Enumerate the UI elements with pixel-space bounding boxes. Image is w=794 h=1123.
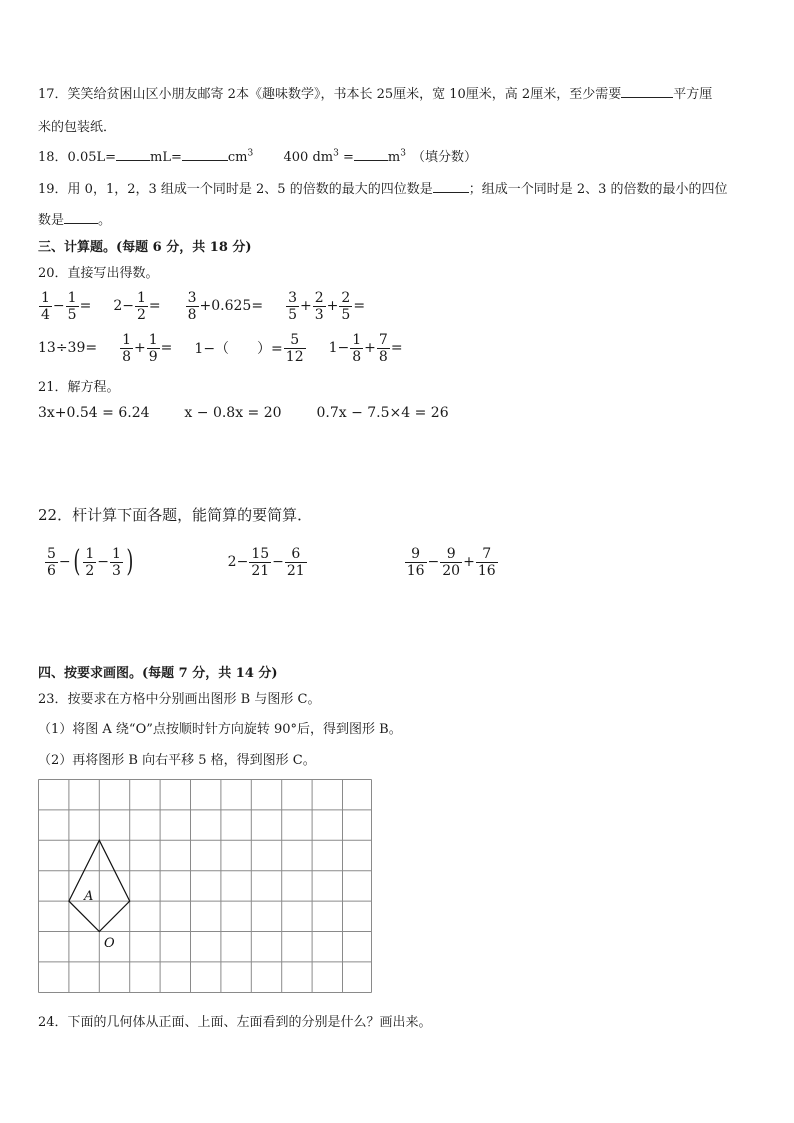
right-paren: ) xyxy=(126,544,134,579)
q18-exp-c: 3 xyxy=(400,148,406,159)
q19-text-b: ；组成一个同时是 2、3 的倍数的最小的四位 xyxy=(468,182,728,197)
q21-title: 21．解方程。 xyxy=(38,380,120,395)
grid-lines xyxy=(39,780,372,993)
q19-line2 xyxy=(38,209,111,228)
label-a: A xyxy=(84,889,94,904)
expression-text: 13÷39= xyxy=(38,340,98,356)
q23-title: 23．按要求在方格中分别画出图形 B 与图形 C。 xyxy=(38,692,321,707)
q18-m: m xyxy=(387,150,401,165)
equation-3: 0.7x − 7.5×4 = 26 xyxy=(316,405,449,421)
equation-2: x − 0.8x = 20 xyxy=(184,405,282,421)
expression-text: +0.625= xyxy=(199,298,264,314)
section-4-heading: 四、按要求画图。(每题 7 分，共 14 分) xyxy=(38,666,278,681)
fraction: $\frac{9}{20}$ xyxy=(442,545,461,579)
q24-title: 24．下面的几何体从正面、上面、左面看到的分别是什么？画出来。 xyxy=(38,1015,432,1030)
q18-blank-m[interactable] xyxy=(354,146,388,161)
fraction: $\frac{1}{2}$ xyxy=(136,289,146,323)
q18-blank-cm[interactable] xyxy=(182,146,228,161)
operator: − xyxy=(52,298,65,314)
fraction: $\frac{1}{8}$ xyxy=(352,331,362,365)
q18-exp-b: 3 xyxy=(333,148,339,159)
equals: = xyxy=(79,298,92,314)
expression-text: 2− xyxy=(227,554,249,570)
fraction: $\frac{1}{8}$ xyxy=(122,331,132,365)
fraction: $\frac{6}{21}$ xyxy=(286,545,305,579)
equals: = xyxy=(148,298,161,314)
q18-prefix: 18．0.05L= xyxy=(38,150,117,165)
fraction: $\frac{3}{5}$ xyxy=(288,289,297,323)
operator: + xyxy=(300,298,312,314)
operator: + xyxy=(364,340,376,356)
operator: + xyxy=(463,554,475,570)
fraction: $\frac{9}{16}$ xyxy=(406,545,425,579)
fraction: $\frac{5}{12}$ xyxy=(285,331,304,365)
operator: + xyxy=(134,340,146,356)
q18-dm: 400 dm xyxy=(283,150,334,165)
q18-ml: mL= xyxy=(150,150,182,165)
fraction: $\frac{1}{4}$ xyxy=(41,289,50,323)
fraction: $\frac{5}{6}$ xyxy=(47,545,56,579)
q20-title: 20．直接写出得数。 xyxy=(38,266,159,281)
fraction: $\frac{2}{5}$ xyxy=(341,289,351,323)
equals: = xyxy=(160,340,173,356)
q17-unit: 平方厘 xyxy=(673,87,713,102)
equation-1: 3x+0.54 = 6.24 xyxy=(38,405,150,421)
operator: − xyxy=(272,554,284,570)
q18-cm: cm xyxy=(227,150,248,165)
q19-line1 xyxy=(38,178,728,197)
expression-text: 1− xyxy=(328,340,350,356)
operator: − xyxy=(97,554,110,570)
equals: = xyxy=(390,340,403,356)
q19-text-c: 数是 xyxy=(38,213,65,228)
expression-text: 2− xyxy=(113,298,134,314)
q19-blank-1[interactable] xyxy=(433,178,469,193)
q23-step2: （2）再将图形 B 向右平移 5 格，得到图形 C。 xyxy=(38,753,316,768)
q17-answer-blank[interactable] xyxy=(621,83,673,98)
fraction: $\frac{2}{3}$ xyxy=(314,289,324,323)
operator: − xyxy=(427,554,440,570)
q20-row2 xyxy=(38,326,403,370)
fraction: $\frac{1}{2}$ xyxy=(85,545,95,579)
q18-note: （填分数） xyxy=(411,150,477,165)
q17-text-cont: 米的包装纸． xyxy=(38,120,117,135)
q19-text: 19．用 0，1，2，3 组成一个同时是 2、5 的倍数的最大的四位数是 xyxy=(38,182,433,197)
q20-row1 xyxy=(38,284,365,328)
operator: + xyxy=(326,298,339,314)
q17-line2 xyxy=(38,116,116,135)
q18-exp: 3 xyxy=(247,148,254,159)
q17-line1 xyxy=(38,83,712,102)
q22-title: 22．杆计算下面各题，能简算的要简算． xyxy=(38,506,313,524)
operator: − xyxy=(58,554,71,570)
label-o: O xyxy=(104,936,115,951)
expression-text: 1−（ ）= xyxy=(194,341,283,357)
q18-blank-ml[interactable] xyxy=(116,146,150,161)
q17-text: 17．笑笑给贫困山区小朋友邮寄 2本《趣味数学》，书本长 25厘米，宽 10厘米，高 2厘米，至少需要 xyxy=(38,87,622,102)
left-paren: ( xyxy=(73,544,81,579)
fraction: $\frac{7}{8}$ xyxy=(378,331,388,365)
q21-equations xyxy=(38,405,449,421)
fraction: $\frac{15}{21}$ xyxy=(251,545,270,579)
q22-expressions xyxy=(44,540,499,584)
q19-blank-2[interactable] xyxy=(64,209,98,224)
fraction: $\frac{1}{5}$ xyxy=(67,289,77,323)
q18 xyxy=(38,146,477,165)
q23-grid-figure[interactable] xyxy=(38,779,373,994)
fraction: $\frac{3}{8}$ xyxy=(187,289,197,323)
q23-step1: （1）将图 A 绕“O”点按顺时针方向旋转 90°后，得到图形 B。 xyxy=(38,722,402,737)
section-3-heading: 三、计算题。(每题 6 分，共 18 分) xyxy=(38,240,252,255)
q19-period: 。 xyxy=(98,213,112,228)
q18-eq: = xyxy=(338,150,354,165)
fraction: $\frac{1}{3}$ xyxy=(112,545,121,579)
fraction: $\frac{7}{16}$ xyxy=(477,545,496,579)
equals: = xyxy=(353,298,366,314)
fraction: $\frac{1}{9}$ xyxy=(148,331,158,365)
